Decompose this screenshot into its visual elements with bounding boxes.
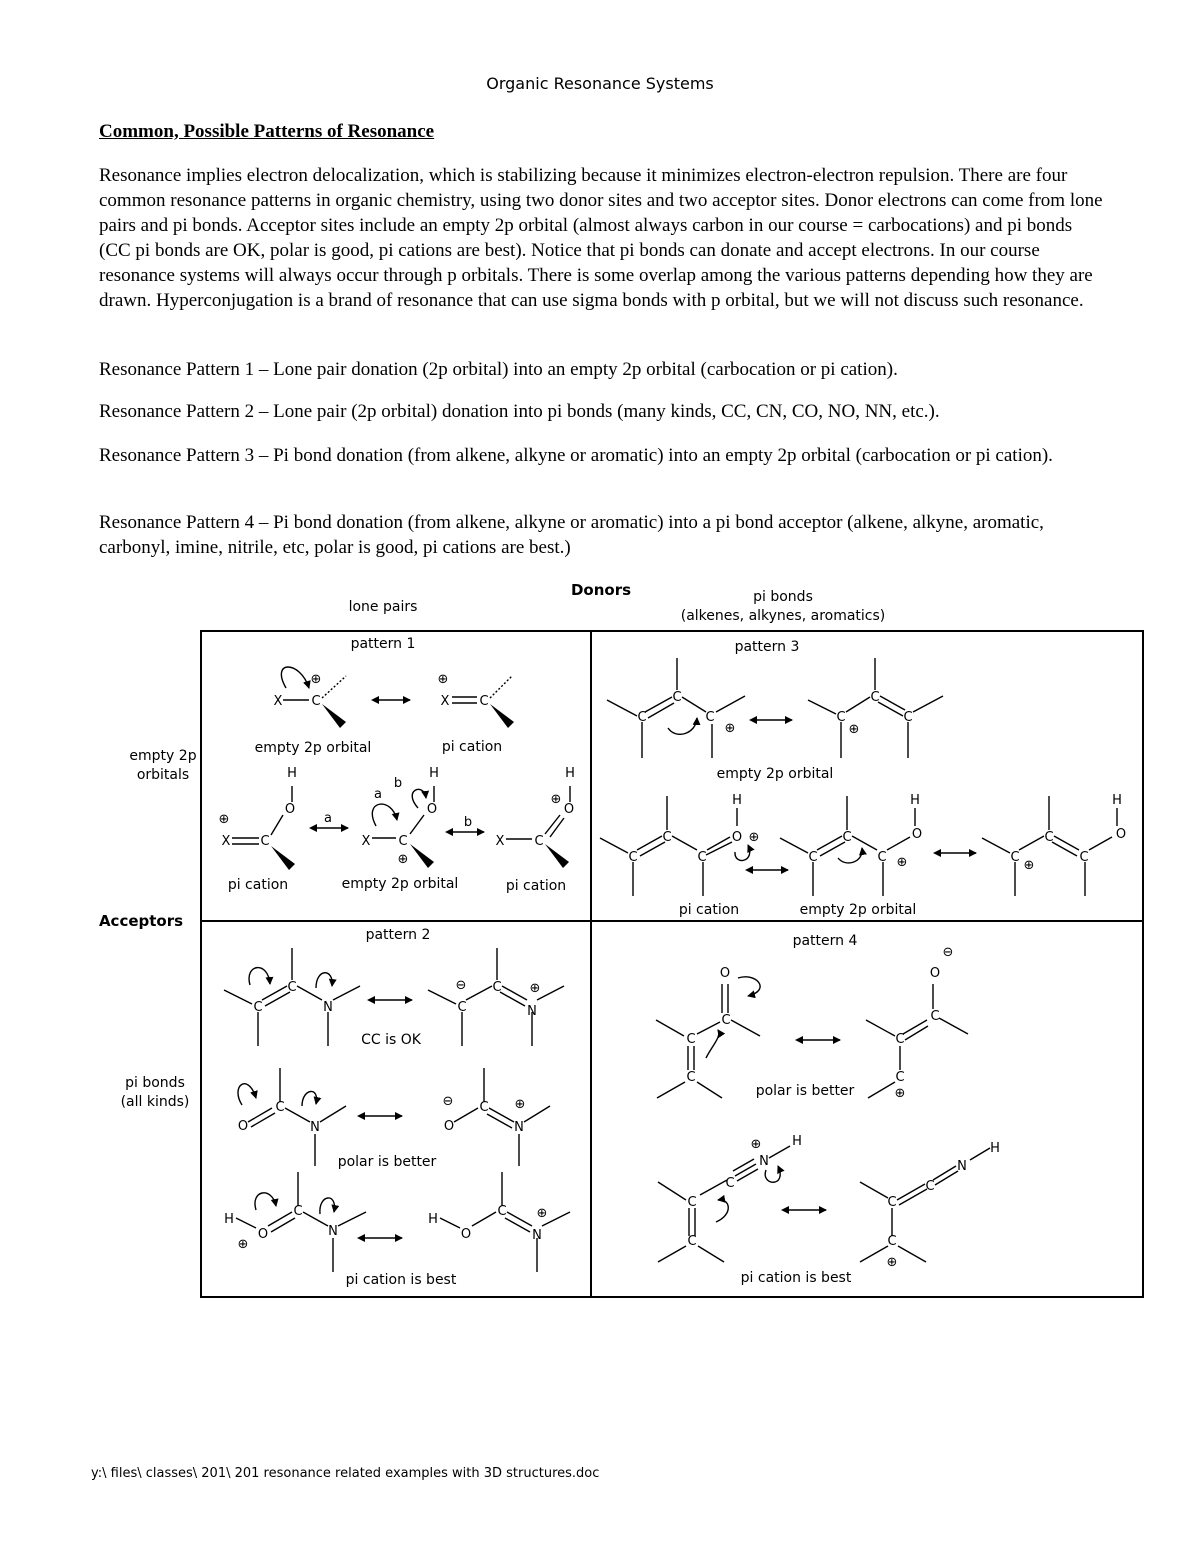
atom-c: C [887,1195,897,1210]
label-polar-is-better: polar is better [337,1154,437,1170]
plus-charge: ⊕ [750,1137,762,1152]
pattern-2-description: Resonance Pattern 2 – Lone pair (2p orbital) donation into pi bonds (many kinds, CC, CN, CO, NO, NN, etc.). [99,401,940,422]
atom-c: C [1010,850,1020,865]
label-polar-is-better: polar is better [755,1083,855,1099]
atom-o: O [929,966,941,981]
atom-c: C [497,1204,507,1219]
atom-c: C [686,1070,696,1085]
atom-c: C [287,980,297,995]
donors-label: Donors [570,581,632,599]
plus-charge: ⊕ [896,855,908,870]
row1-label-b: orbitals [136,767,190,783]
label-empty-2p-orbital: empty 2p orbital [341,876,459,892]
atom-n: N [514,1120,524,1135]
plus-charge: ⊕ [237,1237,249,1252]
atom-c: C [721,1013,731,1028]
atom-x: X [495,834,505,849]
arrow-letter: b [463,815,473,830]
label-pi-cation: pi cation [505,878,567,894]
plus-charge: ⊕ [529,981,541,996]
arrow-letter: a [374,787,382,802]
plus-charge: ⊕ [1023,858,1035,873]
atom-n: N [328,1224,338,1239]
label-empty-2p-orbital: empty 2p orbital [799,902,917,918]
atom-c: C [687,1234,697,1249]
arrow-letter: b [393,776,403,791]
atom-c: C [697,850,707,865]
pi-bonds-label: pi bonds [753,589,813,605]
atom-o: O [563,802,575,817]
atom-c: C [1079,850,1089,865]
atom-o: O [443,1119,455,1134]
atom-x: X [273,694,283,709]
atom-c: C [457,1000,467,1015]
atom-o: O [719,966,731,981]
pattern-4-cell [656,933,1000,1286]
atom-c: C [887,1234,897,1249]
atom-c: C [253,1000,263,1015]
page-header: Organic Resonance Systems [486,74,714,93]
atom-o: O [731,830,743,845]
atom-o: O [257,1227,269,1242]
pattern-2-title: pattern 2 [365,927,431,943]
label-pi-cation-is-best: pi cation is best [345,1272,457,1288]
pi-bonds-sublabel: (alkenes, alkynes, aromatics) [680,608,886,624]
resonance-patterns-diagram [0,570,1200,1310]
atom-c: C [877,850,887,865]
row2-label-b: (all kinds) [120,1094,190,1110]
atom-o: O [460,1227,472,1242]
atom-c: C [842,830,852,845]
atom-n: N [323,1000,333,1015]
atom-c: C [836,710,846,725]
atom-o: O [911,827,923,842]
atom-h: H [1112,793,1122,808]
atom-h: H [565,766,575,781]
atom-c: C [725,1176,735,1191]
pattern-3-title: pattern 3 [734,639,800,655]
plus-charge: ⊕ [218,812,230,827]
atom-c: C [687,1195,697,1210]
atom-c: C [637,710,647,725]
atom-c: C [686,1032,696,1047]
atom-c: C [275,1100,285,1115]
pattern-grid [201,631,1143,1297]
atom-n: N [532,1228,542,1243]
atom-c: C [925,1179,935,1194]
atom-o: O [237,1119,249,1134]
atom-c: C [895,1032,905,1047]
plus-charge: ⊕ [397,852,409,867]
atom-h: H [732,793,742,808]
pattern-1-title: pattern 1 [350,636,416,652]
lone-pairs-label: lone pairs [348,599,418,615]
atom-h: H [792,1134,802,1149]
plus-charge: ⊕ [536,1206,548,1221]
label-pi-cation: pi cation [441,739,503,755]
label-pi-cation: pi cation [227,877,289,893]
plus-charge: ⊕ [848,722,860,737]
pattern-3-cell [600,639,1126,918]
minus-charge: ⊖ [442,1094,454,1109]
atom-c: C [672,690,682,705]
intro-paragraph: Resonance implies electron delocalization, which is stabilizing because it minimizes electron-electron repulsion. There are four common resonance patterns in organic chemistry, using two donor sites and two acceptor sites. Donor electrons can come from lone pairs and pi bonds. Acceptor sites include an empty 2p orbital (almost always carbon in our course = carbocations) and pi bonds (CC pi bonds are OK, polar is good, pi cations are best). Notice that pi bonds can donate and accept electrons. In our course resonance systems will always occur through p orbitals. There is some overlap among the various patterns depending how they are drawn. Hyperconjugation is a brand of resonance that can use sigma bonds with p orbital, but we will not discuss such resonance. [99,165,1103,311]
atom-c: C [930,1009,940,1024]
label-pi-cation: pi cation [678,902,740,918]
atom-c: C [903,710,913,725]
atom-x: X [221,834,231,849]
atom-c: C [492,980,502,995]
minus-charge: ⊖ [942,945,954,960]
row1-label-a: empty 2p [129,748,197,764]
plus-charge: ⊕ [437,672,449,687]
atom-h: H [224,1212,234,1227]
pattern-4-description: Resonance Pattern 4 – Pi bond donation (from alkene, alkyne or aromatic) into a pi bond acceptor (alkene, alkyne, aromatic, carbonyl, imine, nitrile, etc, polar is good, pi cations are best.) [99,512,1044,558]
atom-c: C [479,1100,489,1115]
atom-n: N [527,1004,537,1019]
atom-c: C [398,834,408,849]
row2-label-a: pi bonds [125,1075,185,1091]
atom-n: N [310,1120,320,1135]
atom-c: C [870,690,880,705]
plus-charge: ⊕ [748,830,760,845]
atom-c: C [479,694,489,709]
acceptors-label: Acceptors [98,912,184,930]
atom-c: C [293,1204,303,1219]
atom-x: X [440,694,450,709]
plus-charge: ⊕ [514,1097,526,1112]
atom-c: C [311,694,321,709]
atom-c: C [895,1070,905,1085]
arrow-letter: a [324,811,332,826]
atom-o: O [1115,827,1127,842]
atom-o: O [284,802,296,817]
atom-c: C [534,834,544,849]
pattern-1-description: Resonance Pattern 1 – Lone pair donation (2p orbital) into an empty 2p orbital (carbocation or pi cation). [99,359,898,380]
atom-x: X [361,834,371,849]
section-heading: Common, Possible Patterns of Resonance [99,121,435,142]
atom-n: N [957,1159,967,1174]
minus-charge: ⊖ [455,978,467,993]
label-empty-2p-orbital: empty 2p orbital [254,740,372,756]
atom-c: C [808,850,818,865]
atom-c: C [662,830,672,845]
pattern-3-description: Resonance Pattern 3 – Pi bond donation (from alkene, alkyne or aromatic) into an empty 2p orbital (carbocation or pi cation). [99,445,1053,466]
atom-c: C [1044,830,1054,845]
plus-charge: ⊕ [886,1255,898,1270]
pattern-1-cell [219,636,575,894]
plus-charge: ⊕ [550,792,562,807]
label-empty-2p-orbital: empty 2p orbital [716,766,834,782]
atom-o: O [426,802,438,817]
plus-charge: ⊕ [894,1086,906,1101]
label-cc-is-ok: CC is OK [361,1032,421,1048]
plus-charge: ⊕ [310,672,322,687]
footer-file-path: y:\ files\ classes\ 201\ 201 resonance related examples with 3D structures.doc [91,1466,600,1481]
atom-h: H [287,766,297,781]
atom-n: N [759,1154,769,1169]
atom-c: C [260,834,270,849]
atom-c: C [705,710,715,725]
label-pi-cation-is-best: pi cation is best [740,1270,852,1286]
atom-h: H [428,1212,438,1227]
atom-h: H [910,793,920,808]
plus-charge: ⊕ [724,721,736,736]
pattern-4-title: pattern 4 [792,933,858,949]
atom-h: H [429,766,439,781]
pattern-2-cell [224,927,570,1288]
atom-h: H [990,1141,1000,1156]
atom-c: C [628,850,638,865]
